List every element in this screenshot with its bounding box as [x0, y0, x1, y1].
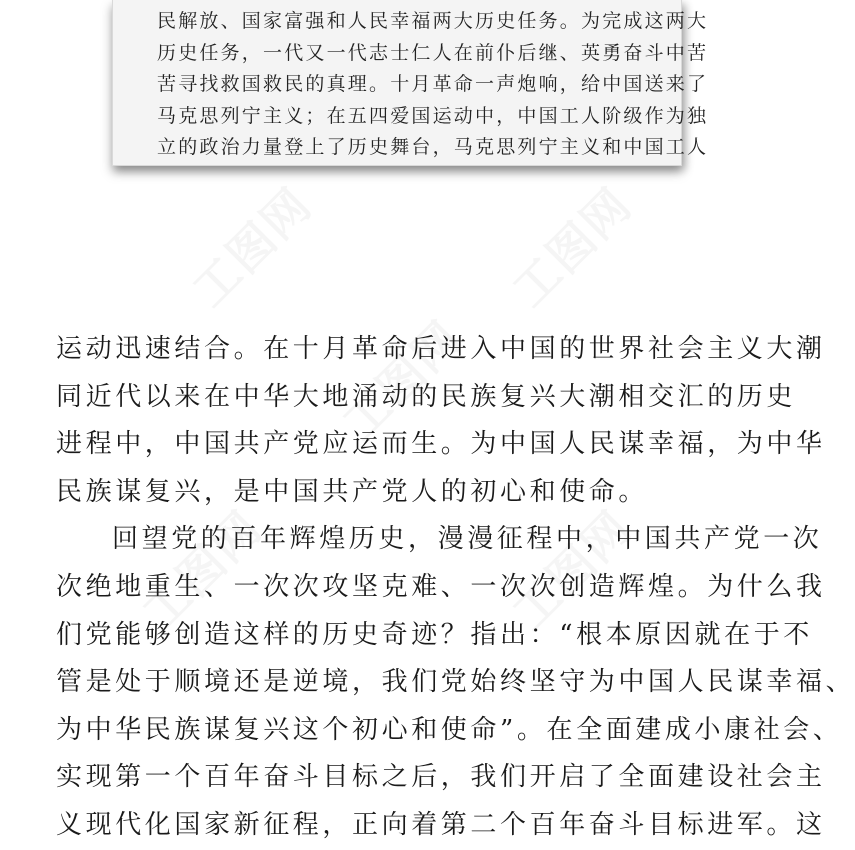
- paragraph-start-line: 回望党的百年辉煌历史，漫漫征程中，中国共产党一次: [112, 524, 823, 555]
- callout-line: 苦寻找救国救民的真理。十月革命一声炮响，给中国送来了: [157, 73, 709, 95]
- watermark: 工图网: [502, 500, 643, 641]
- body-text: [56, 326, 855, 850]
- body-line: 运动迅速结合。在十月革命后进入中国的世界社会主义大潮: [56, 334, 826, 364]
- body-line: 为中华民族谋复兴这个初心和使命”。在全面建成小康社会、: [56, 714, 843, 745]
- body-line: 实现第一个百年奋斗目标之后，我们开启了全面建设社会主: [56, 762, 826, 793]
- callout-line: 立的政治力量登上了历史舞台，马克思列宁主义和中国工人: [157, 136, 709, 158]
- body-line: 民族谋复兴，是中国共产党人的初心和使命。: [56, 476, 649, 507]
- callout-line: 民解放、国家富强和人民幸福两大历史任务。为完成这两大: [157, 10, 709, 32]
- watermark: 工图网: [332, 310, 473, 451]
- watermark: 工图网: [182, 177, 323, 318]
- body-line: 次绝地重生、一次次攻坚克难、一次次创造辉煌。为什么我: [56, 571, 826, 602]
- quote-callout-box: [112, 0, 709, 166]
- body-line: 义现代化国家新征程，正向着第二个百年奋斗目标进军。这: [56, 809, 826, 840]
- callout-line: 马克思列宁主义；在五四爱国运动中，中国工人阶级作为独: [157, 104, 709, 127]
- callout-line: 历史任务，一代又一代志士仁人在前仆后继、英勇奋斗中苦: [157, 41, 709, 64]
- body-line: 同近代以来在中华大地涌动的民族复兴大潮相交汇的历史: [56, 381, 797, 412]
- body-line: 管是处于顺境还是逆境，我们党始终坚守为中国人民谋幸福、: [56, 667, 855, 698]
- watermark: 工图网: [502, 177, 643, 318]
- watermark: 工图网: [132, 500, 273, 641]
- body-line: 进程中，中国共产党应运而生。为中国人民谋幸福，为中华: [56, 429, 826, 460]
- body-line: 们党能够创造这样的历史奇迹？指出：“根本原因就在于不: [56, 619, 813, 650]
